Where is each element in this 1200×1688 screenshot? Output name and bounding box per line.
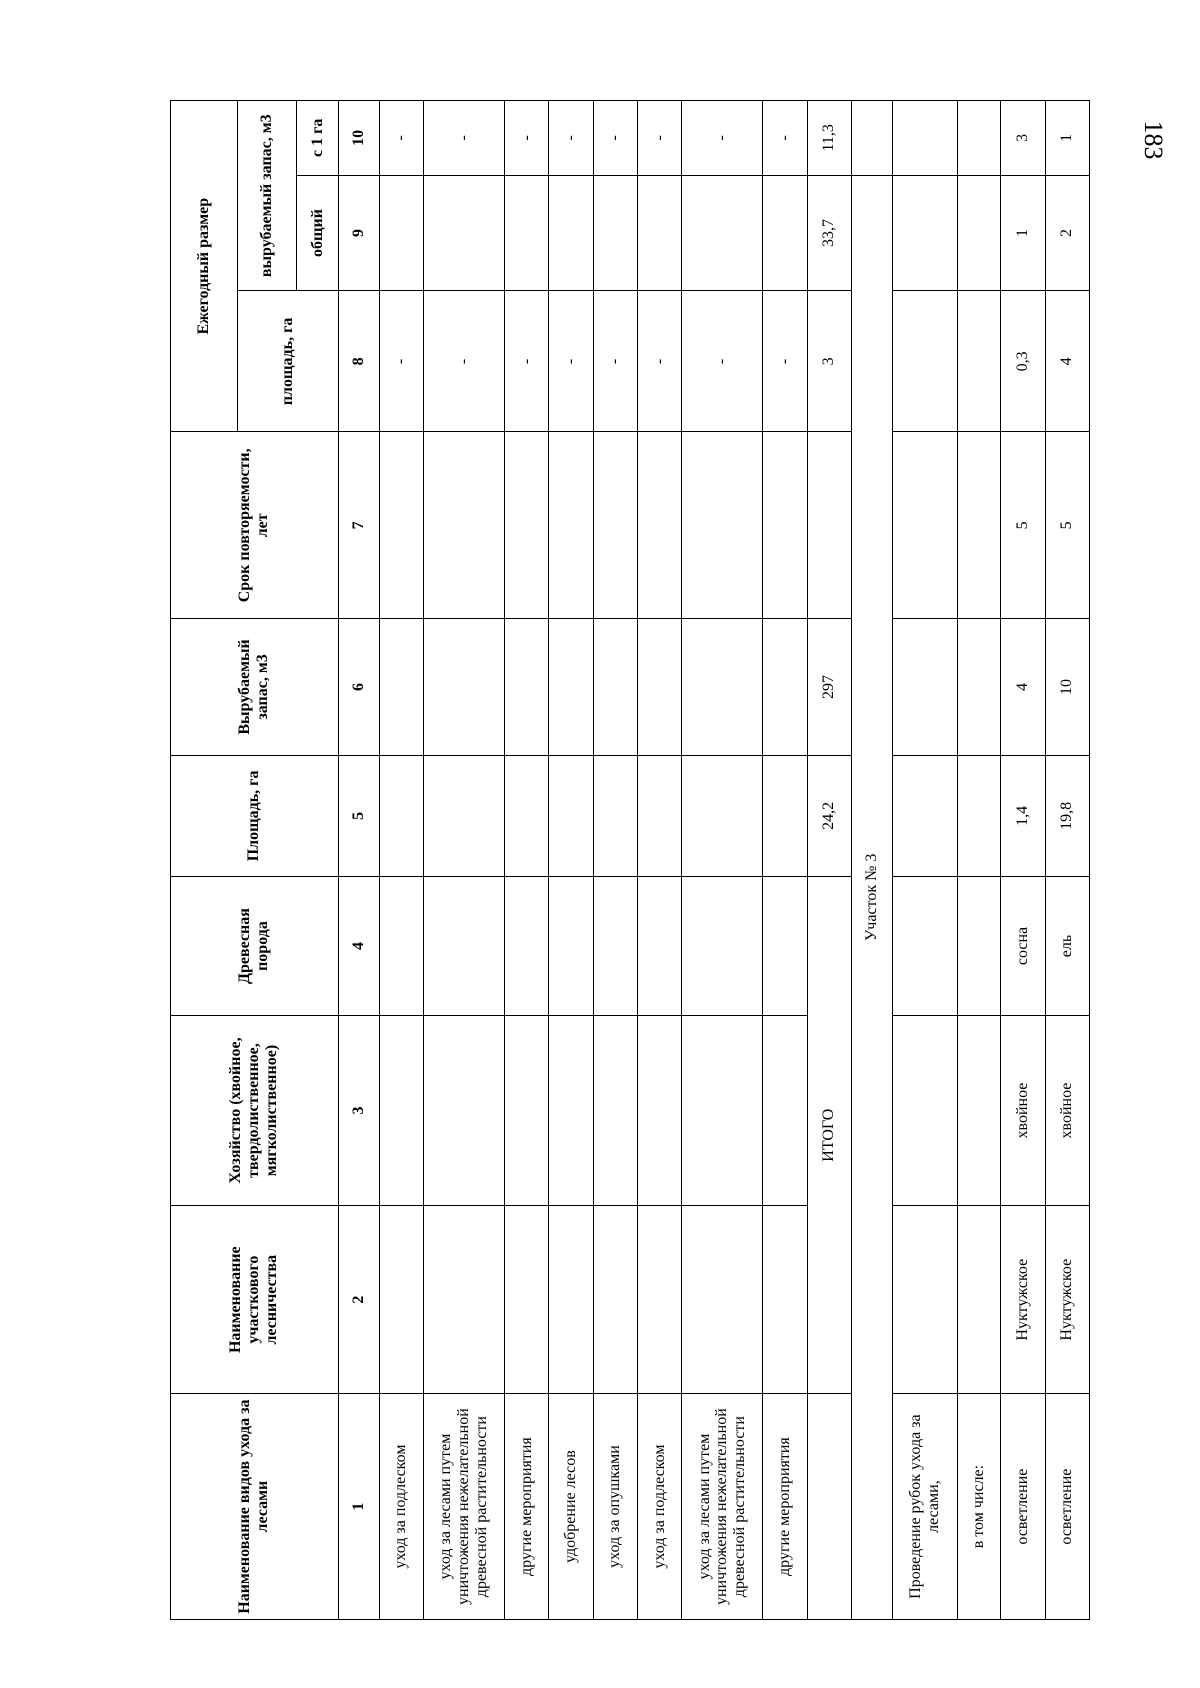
header-species: Древесная порода	[171, 877, 339, 1016]
per-ha-cell: -	[379, 101, 423, 176]
annual-area-cell: -	[549, 291, 593, 432]
table-row	[1001, 101, 1045, 1620]
table-row	[893, 101, 958, 1620]
species-cell: сосна	[1001, 877, 1045, 1016]
table-row	[763, 101, 807, 1620]
annual-area-cell: 0,3	[1001, 291, 1045, 432]
per-ha-cell: 3	[1001, 101, 1045, 176]
work-type-cell: Проведение рубок ухода за лесами,	[893, 1394, 958, 1620]
work-type-cell: уход за подлеском	[379, 1394, 423, 1620]
work-type-cell: удобрение лесов	[549, 1394, 593, 1620]
work-type-cell: уход за лесами путем уничтожения нежелательной древесной растительности	[682, 1394, 763, 1620]
annual-area-cell: -	[505, 291, 549, 432]
header-stock: Вырубаемый запас, м3	[171, 619, 339, 755]
table-row	[638, 101, 682, 1620]
period-cell: 5	[1045, 432, 1089, 619]
table-row	[593, 101, 637, 1620]
per-ha-cell: -	[505, 101, 549, 176]
total-area: 24,2	[807, 755, 851, 877]
rotated-table-wrapper	[170, 100, 1090, 1620]
economy-cell: хвойное	[1001, 1015, 1045, 1205]
work-type-cell: другие мероприятия	[763, 1394, 807, 1620]
forestry-cell: Нуктужское	[1001, 1206, 1045, 1394]
work-type-cell: уход за опушками	[593, 1394, 637, 1620]
header-area: Площадь, га	[171, 755, 339, 877]
area-cell: 1,4	[1001, 755, 1045, 877]
header-work-type: Наименование видов ухода за лесами	[171, 1394, 339, 1620]
work-type-cell: осветление	[1045, 1394, 1089, 1620]
per-ha-cell: -	[682, 101, 763, 176]
work-type-cell: другие мероприятия	[505, 1394, 549, 1620]
header-annual-stock: вырубаемый запас, м3	[238, 101, 297, 291]
col-number: 7	[338, 432, 379, 619]
header-period: Срок повторяемости, лет	[171, 432, 339, 619]
annual-area-cell: -	[763, 291, 807, 432]
annual-area-cell: -	[638, 291, 682, 432]
header-forestry: Наименование участкового лесничества	[171, 1206, 339, 1394]
stock-cell: 4	[1001, 619, 1045, 755]
annual-area-cell: -	[423, 291, 504, 432]
work-type-cell: осветление	[1001, 1394, 1045, 1620]
stock-cell: 10	[1045, 619, 1089, 755]
per-ha-cell: -	[549, 101, 593, 176]
per-ha-cell: -	[763, 101, 807, 176]
total-label: ИТОГО	[807, 877, 851, 1394]
annual-area-cell: 4	[1045, 291, 1089, 432]
total-stock: 297	[807, 619, 851, 755]
table-row	[549, 101, 593, 1620]
page-number: 183	[1139, 120, 1168, 160]
per-ha-cell: -	[593, 101, 637, 176]
forest-care-table	[170, 100, 1090, 1620]
col-number: 1	[338, 1394, 379, 1620]
header-stock-per-ha: с 1 га	[297, 101, 338, 176]
col-number: 6	[338, 619, 379, 755]
col-number: 4	[338, 877, 379, 1016]
annual-stock-cell: 2	[1045, 175, 1089, 291]
per-ha-cell: -	[423, 101, 504, 176]
header-annual: Ежегодный размер	[171, 101, 238, 432]
total-annual-area: 3	[807, 291, 851, 432]
table-row	[379, 101, 423, 1620]
table-row	[682, 101, 763, 1620]
species-cell: ель	[1045, 877, 1089, 1016]
area-cell: 19,8	[1045, 755, 1089, 877]
section-row	[852, 101, 893, 1620]
per-ha-cell: 1	[1045, 101, 1089, 176]
col-number: 3	[338, 1015, 379, 1205]
table-row	[423, 101, 504, 1620]
work-type-cell: уход за лесами путем уничтожения нежелательной древесной растительности	[423, 1394, 504, 1620]
col-number: 8	[338, 291, 379, 432]
section-label: Участок № 3	[852, 175, 893, 1619]
annual-area-cell: -	[379, 291, 423, 432]
economy-cell: хвойное	[1045, 1015, 1089, 1205]
annual-area-cell: -	[682, 291, 763, 432]
header-economy: Хозяйство (хвойное, твердолиственное, мягколиственное)	[171, 1015, 339, 1205]
annual-area-cell: -	[593, 291, 637, 432]
period-cell: 5	[1001, 432, 1045, 619]
col-number: 5	[338, 755, 379, 877]
header-annual-area: площадь, га	[238, 291, 339, 432]
work-type-cell: уход за подлеском	[638, 1394, 682, 1620]
per-ha-cell: -	[638, 101, 682, 176]
total-per-ha: 11,3	[807, 101, 851, 176]
col-number: 10	[338, 101, 379, 176]
table-row	[1045, 101, 1089, 1620]
header-stock-total: общий	[297, 175, 338, 291]
table-row	[958, 101, 1001, 1620]
col-number: 2	[338, 1206, 379, 1394]
col-number: 9	[338, 175, 379, 291]
annual-stock-cell: 1	[1001, 175, 1045, 291]
table-row	[505, 101, 549, 1620]
forestry-cell: Нуктужское	[1045, 1206, 1089, 1394]
including-label: в том числе:	[958, 1394, 1001, 1620]
total-row	[807, 101, 851, 1620]
total-annual-stock: 33,7	[807, 175, 851, 291]
